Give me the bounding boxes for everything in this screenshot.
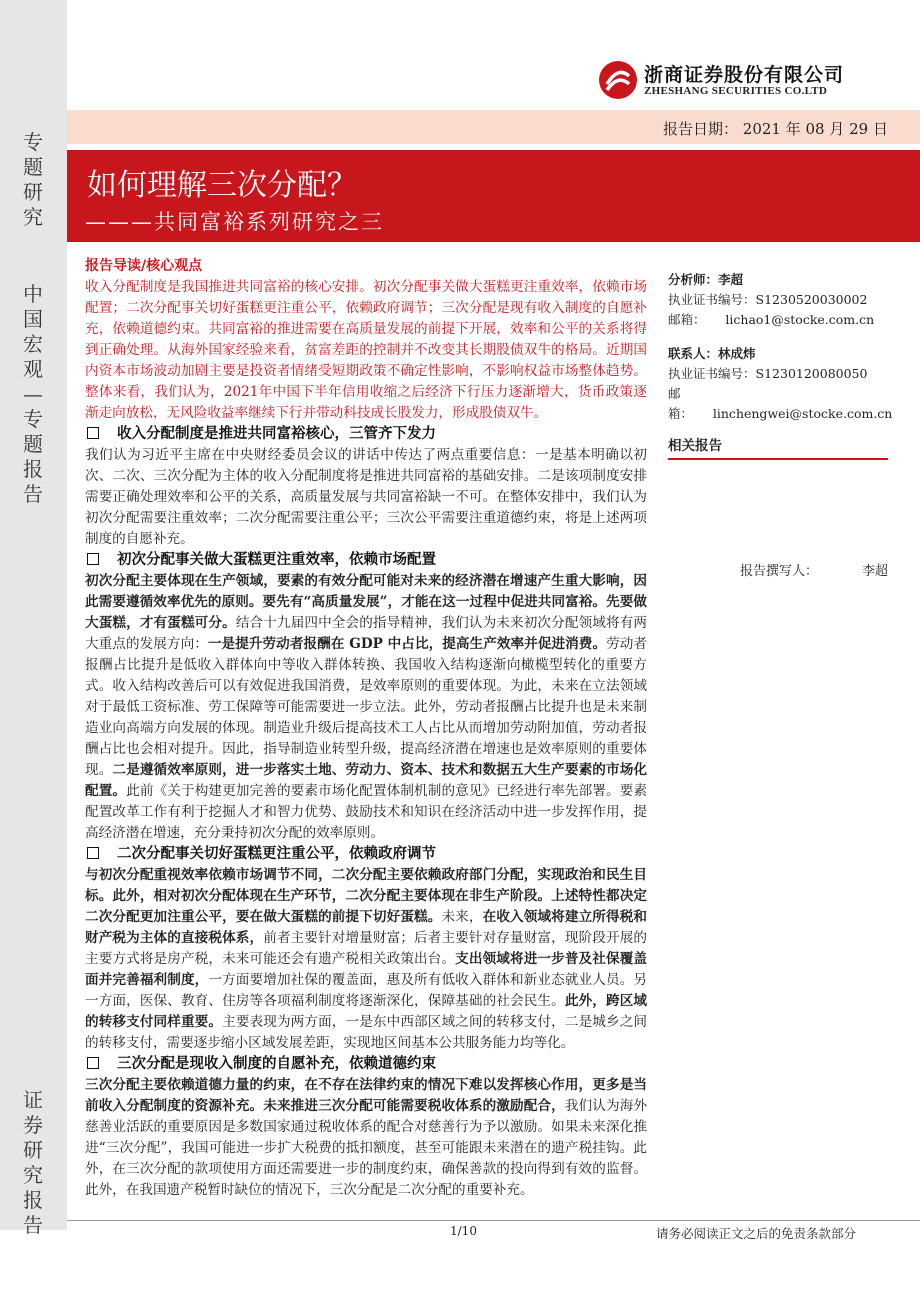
company-name-en: ZHESHANG SECURITIES CO.LTD bbox=[644, 85, 828, 97]
sidebar-label-category: 中国宏观—专题报告 bbox=[23, 282, 43, 506]
section-heading: 收入分配制度是推进共同富裕核心，三管齐下发力 bbox=[85, 424, 647, 445]
left-sidebar bbox=[0, 0, 67, 1237]
footer-divider bbox=[67, 1220, 920, 1221]
related-reports-heading: 相关报告 bbox=[668, 434, 888, 460]
report-writer: 报告撰写人： 李超 bbox=[740, 564, 889, 579]
contact-email-row: 邮箱： linchengwei@stocke.com.cn bbox=[668, 386, 893, 421]
contact-name-row: 联系人：林成炜 bbox=[668, 346, 756, 361]
sidebar-label-report-type: 证券研究报告 bbox=[23, 1088, 43, 1237]
analyst-name-row: 分析师：李超 bbox=[668, 272, 744, 287]
abstract-heading: 报告导读/核心观点 bbox=[85, 258, 203, 274]
contact-email-link[interactable]: linchengwei@stocke.com.cn bbox=[712, 406, 893, 421]
section-heading: 三次分配是现收入制度的自愿补充，依赖道德约束 bbox=[85, 1054, 647, 1075]
company-name-cn: 浙商证券股份有限公司 bbox=[644, 64, 845, 86]
analyst-cert-row: 执业证书编号：S1230520030002 bbox=[668, 292, 868, 307]
section-body: 与初次分配重视效率依赖市场调节不同，二次分配主要依赖政府部门分配，实现政治和民生目标。此外，相对初次分配体现在生产环节，二次分配主要体现在非生产阶段。上述特性都决定二次分配更加注重公平，要在做大蛋糕的前提下切好蛋糕。未来，在收入领域将建立所得税和财产税为主体的直接税体系，前者主要针对增量财富；后者主要针对存量财富，现阶段开展的主要方式将是房产税，未来可能还会有遗产税相关政策出台。支出领域将进一步普及社保覆盖面并完善福利制度，一方面要增加社保的覆盖面，惠及所有低收入群体和新业态就业人员。另一方面，医保、教育、住房等各项福利制度将逐渐深化，保障基础的社会民生。此外，跨区域的转移支付同样重要。主要表现为两方面，一是东中西部区域之间的转移支付，二是城乡之间的转移支付，需要逐步缩小区域发展差距，实现地区间基本公共服务能力均等化。 bbox=[85, 867, 648, 1051]
section-body: 我们认为习近平主席在中央财经委员会议的讲话中传达了两点重要信息：一是基本明确以初次、二次、三次分配为主体的收入分配制度将是推进共同富裕的基础安排。二是该项制度安排需要正确处理效率和公平的关系，高质量发展与共同富裕缺一不可。在整体安排中，我们认为初次分配需要注重效率；二次分配需要注重公平；三次公平需要注重道德约束，将是上述两项制度的自愿补充。 bbox=[85, 447, 647, 547]
contact-cert-row: 执业证书编号：S1230120080050 bbox=[668, 366, 868, 381]
page-number: 1/10 bbox=[450, 1224, 477, 1238]
checkbox-bullet-icon bbox=[87, 847, 99, 859]
section-heading: 初次分配事关做大蛋糕更注重效率，依赖市场配置 bbox=[85, 550, 647, 571]
company-logo bbox=[598, 58, 868, 102]
section-body: 初次分配主要体现在生产领域，要素的有效分配可能对未来的经济潜在增速产生重大影响，因此需要遵循效率优先的原则。要先有“高质量发展”，才能在这一过程中促进共同富裕。先要做大蛋糕，才有蛋糕可分。结合十九届四中全会的指导精神，我们认为未来初次分配领域将有两大重点的发展方向：一是提升劳动者报酬在 GDP 中占比，提高生产效率并促进消费。劳动者报酬占比提升是低收入群体向中等收入群体转换、我国收入结构逐渐向橄榄型转化的重要方式。收入结构改善后可以有效促进我国消费，是效率原则的重要体现。为此，未来在立法领域对于最低工资标准、劳工保障等可能需要进一步立法。此外，劳动者报酬占比提升也是未来制造业向高端方向发展的体现。制造业升级后提高技术工人占比从而增加劳动附加值，劳动者报酬占比也会相对提升。因此，指导制造业转型升级，提高经济潜在增速也是效率原则的重要体现。二是遵循效率原则，进一步落实土地、劳动力、资本、技术和数据五大生产要素的市场化配置。此前《关于构建更加完善的要素市场化配置体制机制的意见》已经进行率先部署。要素配置改革工作有利于挖掘人才和智力优势、鼓励技术和知识在经济活动中进一步发挥作用，提高经济潜在增速，充分秉持初次分配的效率原则。 bbox=[85, 573, 648, 841]
analyst-email-row: 邮箱： lichao1@stocke.com.cn bbox=[668, 312, 875, 327]
report-title: 如何理解三次分配？ bbox=[87, 168, 357, 203]
date-bar bbox=[67, 110, 920, 144]
checkbox-bullet-icon bbox=[87, 553, 99, 565]
section-heading: 二次分配事关切好蛋糕更注重公平，依赖政府调节 bbox=[85, 844, 647, 865]
zheshang-logo-icon bbox=[598, 60, 638, 100]
main-content bbox=[85, 256, 647, 1201]
sidebar-label-topic: 专题研究 bbox=[23, 130, 43, 229]
abstract-text: 收入分配制度是我国推进共同富裕的核心安排。初次分配事关做大蛋糕更注重效率，依赖市场配置；二次分配事关切好蛋糕更注重公平，依赖政府调节；三次分配是现有收入制度的自愿补充，依赖道德约束。共同富裕的推进需要在高质量发展的前提下开展，效率和公平的关系将得到正确处理。从海外国家经验来看，贫富差距的控制并不改变其长期股债双牛的格局。近期国内资本市场波动加剧主要是投资者情绪受短期政策不确定性影响，不影响权益市场整体趋势。整体来看，我们认为，2021年中国下半年信用收缩之后经济下行压力逐渐增大，货币政策逐渐走向放松，无风险收益率继续下行并带动科技成长股发力，形成股债双牛。 bbox=[85, 279, 647, 421]
report-subtitle: ———共同富裕系列研究之三 bbox=[85, 210, 384, 234]
checkbox-bullet-icon bbox=[87, 1057, 99, 1069]
footer-disclaimer: 请务必阅读正文之后的免责条款部分 bbox=[655, 1226, 856, 1241]
checkbox-bullet-icon bbox=[87, 427, 99, 439]
section-body: 三次分配主要依赖道德力量的约束，在不存在法律约束的情况下难以发挥核心作用，更多是当前收入分配制度的资源补充。未来推进三次分配可能需要税收体系的激励配合，我们认为海外慈善业活跃的重要原因是多数国家通过税收体系的配合对慈善行为予以激励。如果未来深化推进“三次分配”，我国可能进一步扩大税费的抵扣额度，甚至可能跟未来潜在的遗产税挂钩。此外，在三次分配的款项使用方面还需要进一步的制度约束，确保善款的投向得到有效的监督。此外，在我国遗产税暂时缺位的情况下，三次分配是二次分配的重要补充。 bbox=[85, 1077, 648, 1198]
title-band bbox=[67, 150, 920, 242]
analyst-panel bbox=[668, 270, 893, 424]
analyst-email-link[interactable]: lichao1@stocke.com.cn bbox=[725, 312, 875, 327]
report-date: 报告日期： 2021 年 08 月 29 日 bbox=[663, 120, 888, 138]
